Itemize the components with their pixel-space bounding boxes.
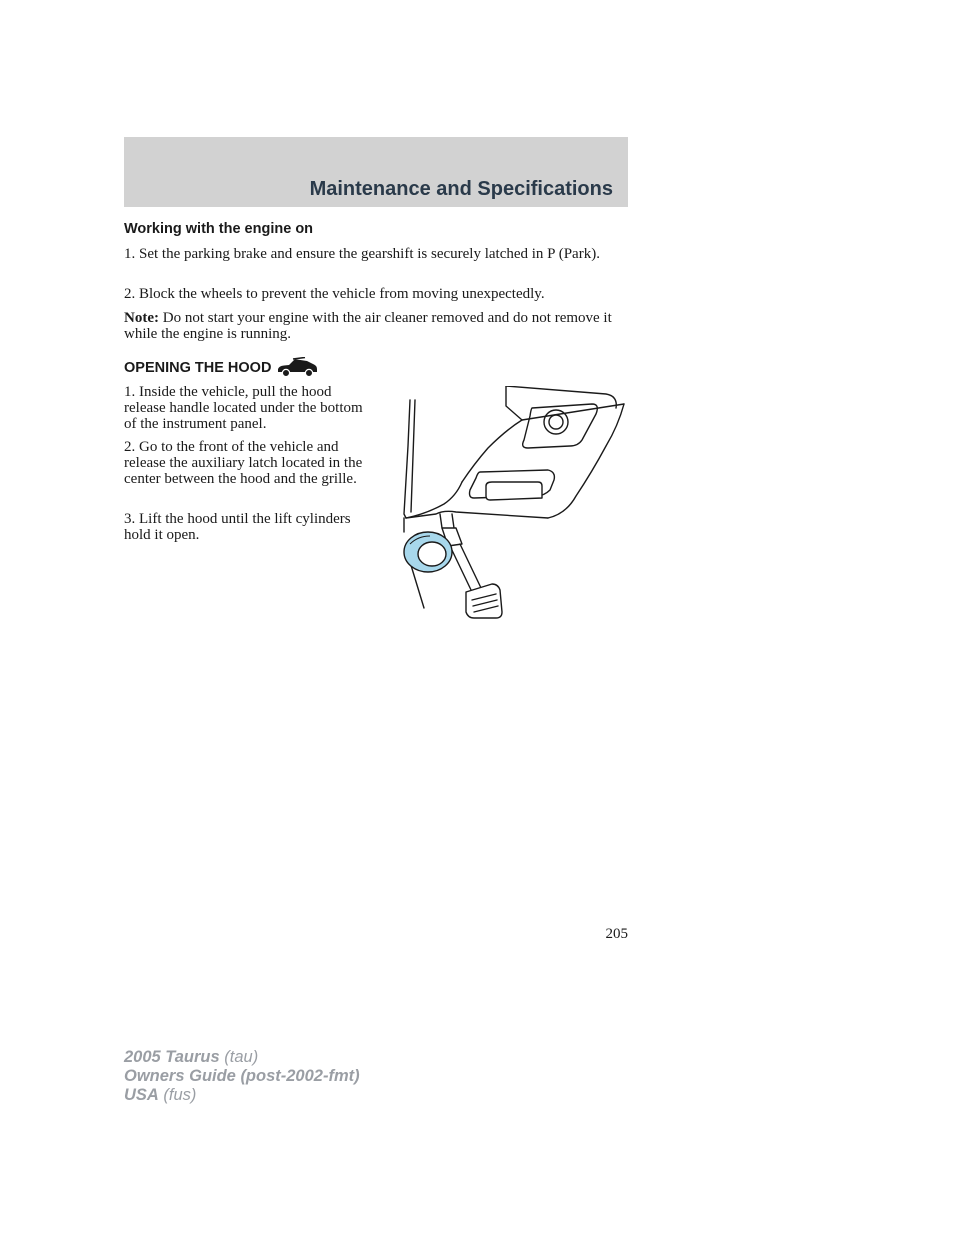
note-text: Do not start your engine with the air cleaner removed and do not remove it while the engine is running. <box>124 310 612 342</box>
engine-on-heading: Working with the engine on <box>124 221 314 237</box>
section-title: Maintenance and Specifications <box>309 178 613 200</box>
page-number: 205 <box>605 926 628 942</box>
hood-step-2: 2. Go to the front of the vehicle and release the auxiliary latch located in the center between the hood and the grille. <box>124 439 363 487</box>
opening-hood-heading <box>124 357 319 379</box>
hood-step-1: 1. Inside the vehicle, pull the hood release handle located under the bottom of the instrument panel. <box>124 384 363 432</box>
footer-line-1: 2005 Taurus (tau) <box>124 1048 259 1066</box>
engine-on-step-1: 1. Set the parking brake and ensure the gearshift is securely latched in P (Park). <box>124 246 600 262</box>
hood-step-3: 3. Lift the hood until the lift cylinders hold it open. <box>124 511 351 543</box>
engine-on-step-2: 2. Block the wheels to prevent the vehicle from moving unexpectedly. <box>124 286 545 302</box>
section-header-bar <box>124 137 628 207</box>
car-hood-icon <box>275 357 319 379</box>
document-footer <box>124 1048 360 1105</box>
hood-release-illustration <box>396 386 632 626</box>
engine-note <box>124 310 628 342</box>
footer-line-2: Owners Guide (post-2002-fmt) <box>124 1067 360 1085</box>
opening-hood-title: OPENING THE HOOD <box>124 360 272 376</box>
note-label: Note: <box>124 310 159 326</box>
footer-line-3: USA (fus) <box>124 1086 197 1104</box>
